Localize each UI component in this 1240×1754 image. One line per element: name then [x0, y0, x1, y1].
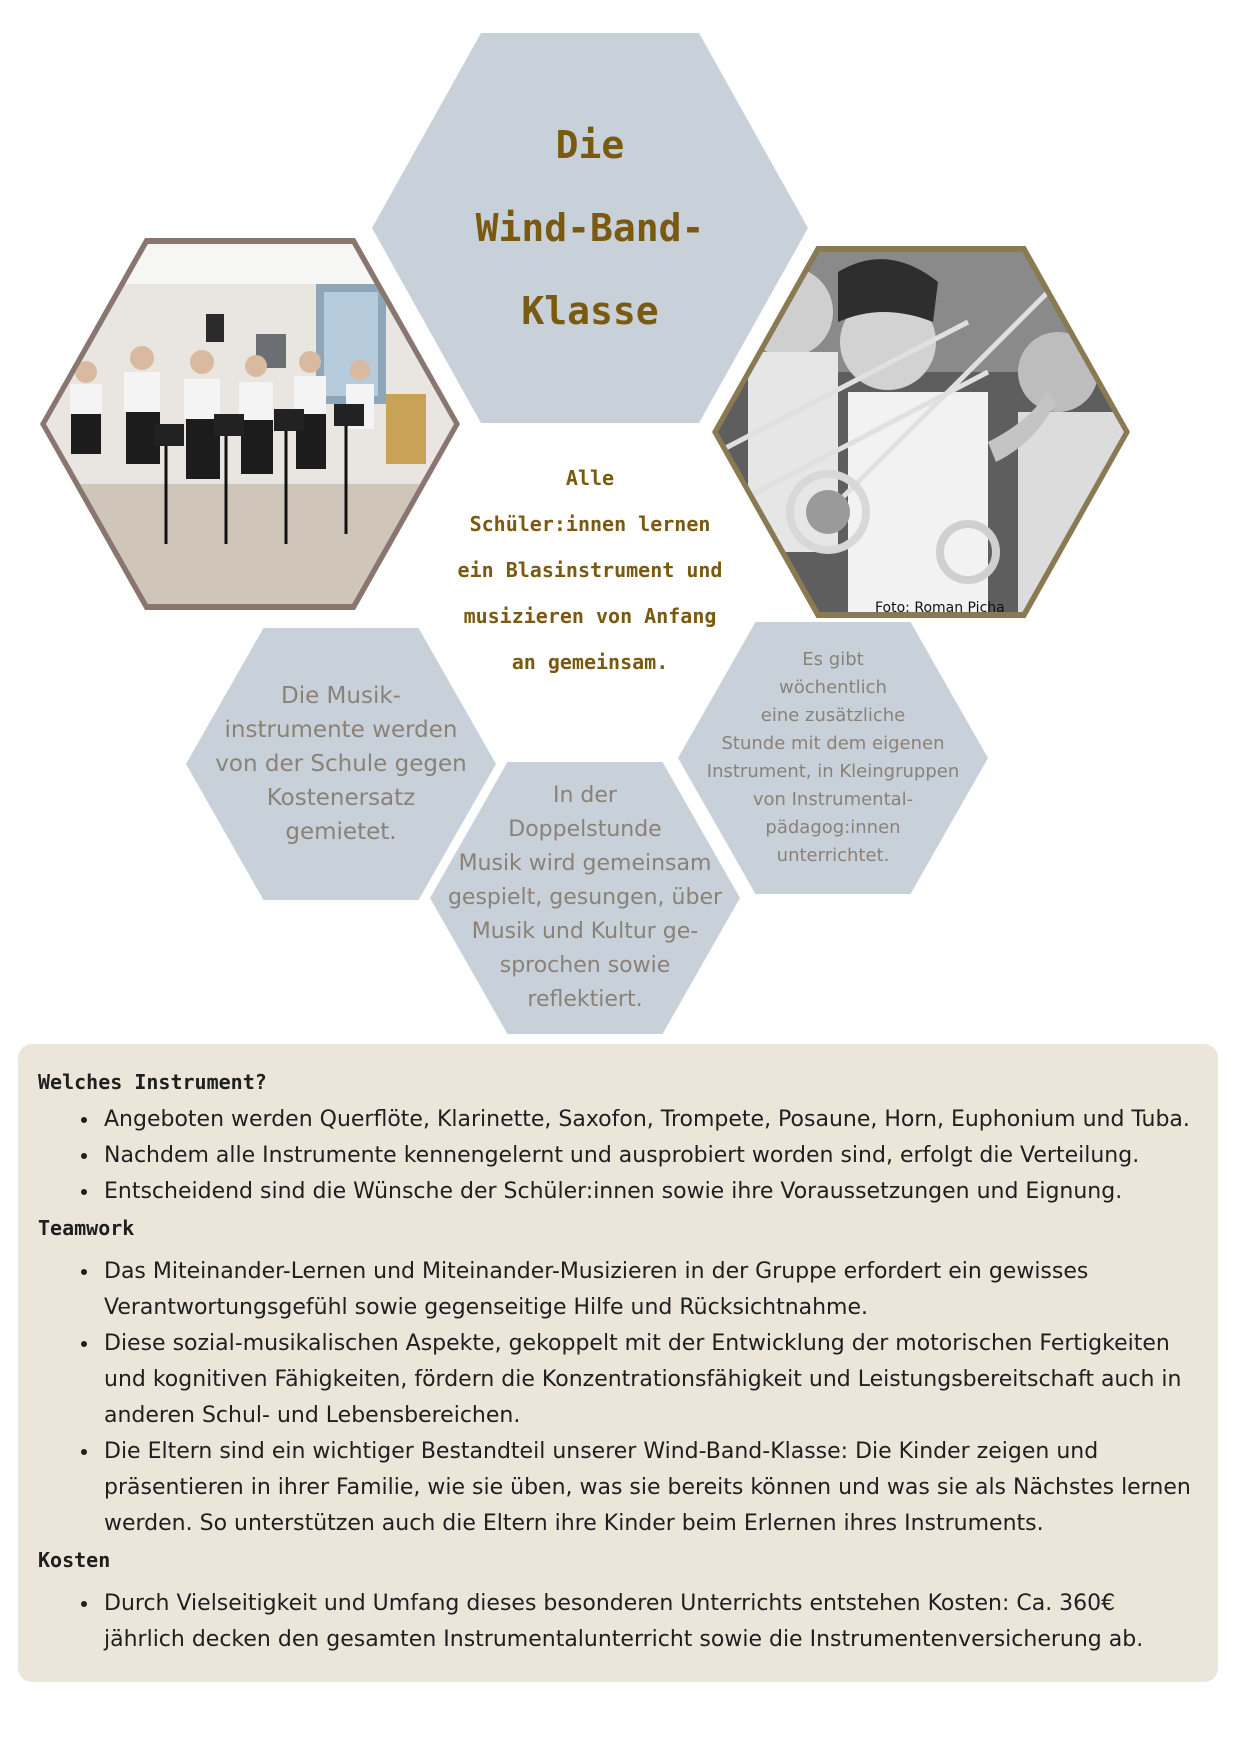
- weekly-lesson-line: von Instrumental-: [752, 789, 914, 810]
- instrument-list: [38, 1102, 1200, 1210]
- weekly-lesson-line: unterrichtet.: [776, 845, 890, 866]
- rental-line: von der Schule gegen: [215, 751, 467, 777]
- double-lesson-line: Doppelstunde: [508, 817, 662, 842]
- center-line: Alle: [565, 466, 615, 490]
- list-item: • Diese sozial-musikalischen Aspekte, gekoppelt mit der Entwicklung der motorischen Fertigkeiten und kognitiven Fähigkeiten, fördern die Konzentrationsfähigkeit und Leistungsbereitschaft auch in anderen Schul- und Lebensbereichen.: [100, 1326, 1200, 1434]
- double-lesson-line: Musik und Kultur ge-: [471, 919, 699, 944]
- center-line: musizieren von Anfang: [463, 604, 717, 628]
- list-item: • Nachdem alle Instrumente kennengelernt und ausprobiert worden sind, erfolgt die Verteilung.: [100, 1138, 1200, 1174]
- list-item: • Entscheidend sind die Wünsche der Schüler:innen sowie ihre Voraussetzungen und Eignung.: [100, 1174, 1200, 1210]
- rental-line: Kostenersatz: [266, 785, 416, 811]
- weekly-lesson-line: Instrument, in Kleingruppen: [706, 761, 960, 782]
- list-item: • Angeboten werden Querflöte, Klarinette, Saxofon, Trompete, Posaune, Horn, Euphonium und Tuba.: [100, 1102, 1200, 1138]
- photo-credit: Foto: Roman Picha: [875, 600, 1005, 616]
- center-line: Schüler:innen lernen: [469, 512, 711, 536]
- list-item: • Durch Vielseitigkeit und Umfang dieses besonderen Unterrichts entstehen Kosten: Ca. 360€ jährlich decken den gesamten Instrumentalunterricht sowie die Instrumentenversicherung ab.: [100, 1586, 1200, 1658]
- double-lesson-line: Musik wird gemeinsam: [458, 851, 712, 876]
- section-title-teamwork: Teamwork: [38, 1216, 135, 1240]
- center-line: an gemeinsam.: [511, 650, 669, 674]
- title-line-3: Klasse: [521, 288, 659, 333]
- weekly-lesson-line: pädagog:innen: [765, 817, 901, 838]
- rental-line: Die Musik-: [281, 683, 401, 709]
- list-item: • Die Eltern sind ein wichtiger Bestandteil unserer Wind-Band-Klasse: Die Kinder zeigen und präsentieren in ihrer Familie, wie sie üben, was sie bereits können und was sie als Nächstes lernen werden. So unterstützen auch die Eltern ihre Kinder beim Erlernen ihres Instruments.: [100, 1434, 1200, 1542]
- weekly-lesson-line: Es gibt: [802, 649, 864, 670]
- page-title: [372, 33, 808, 423]
- teamwork-list: [38, 1254, 1200, 1542]
- double-lesson-line: gespielt, gesungen, über: [447, 885, 723, 910]
- double-lesson-line: In der: [553, 783, 617, 808]
- section-title-instrument: Welches Instrument?: [38, 1070, 267, 1094]
- weekly-lesson-line: Stunde mit dem eigenen: [721, 733, 945, 754]
- rental-line: gemietet.: [285, 819, 397, 845]
- weekly-lesson-line: eine zusätzliche: [760, 705, 906, 726]
- title-line-1: Die: [555, 122, 625, 167]
- section-title-costs: Kosten: [38, 1548, 111, 1572]
- costs-list: [38, 1586, 1200, 1658]
- title-line-2: Wind-Band-: [475, 205, 705, 250]
- double-lesson-line: sprochen sowie: [499, 953, 671, 978]
- rental-line: instrumente werden: [224, 717, 458, 743]
- center-line: ein Blasinstrument und: [457, 558, 723, 582]
- info-box: [18, 1044, 1218, 1682]
- weekly-lesson-line: wöchentlich: [779, 677, 887, 698]
- double-lesson-line: reflektiert.: [527, 987, 643, 1012]
- weekly-lesson-text: [678, 622, 988, 894]
- list-item: • Das Miteinander-Lernen und Miteinander-Musizieren in der Gruppe erfordert ein gewisses Verantwortungsgefühl sowie gegenseitige Hilfe und Rücksichtnahme.: [100, 1254, 1200, 1326]
